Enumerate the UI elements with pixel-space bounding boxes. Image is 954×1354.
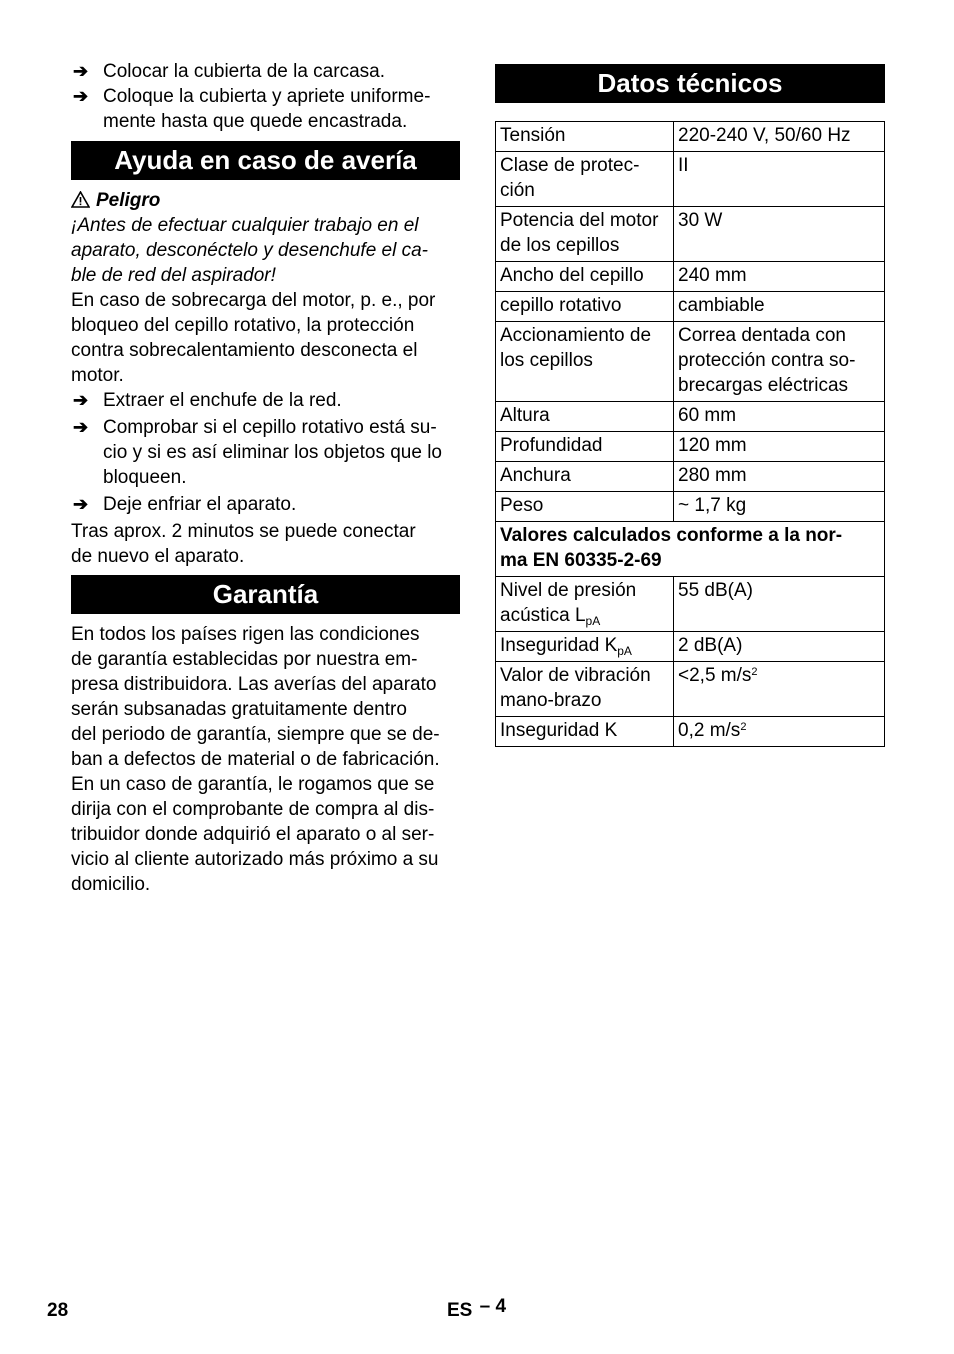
table-row bbox=[496, 717, 885, 747]
spec-value-line: brecargas eléctricas bbox=[678, 375, 849, 396]
spec-value: 220-240 V, 50/60 Hz bbox=[674, 122, 885, 152]
step-text: cio y si es así eliminar los objetos que lo bbox=[103, 442, 442, 463]
table-row bbox=[496, 152, 885, 207]
warning-line: ble de red del aspirador! bbox=[71, 265, 276, 286]
spec-value: cambiable bbox=[674, 292, 885, 322]
arrow-icon: ➔ bbox=[73, 86, 89, 106]
spec-key bbox=[496, 577, 674, 632]
step-text: Comprobar si el cepillo rotativo está su- bbox=[103, 417, 437, 438]
right-column bbox=[495, 64, 885, 747]
spec-key-line: Accionamiento de bbox=[500, 325, 652, 346]
spec-key-line: acústica L bbox=[500, 605, 586, 626]
table-row bbox=[496, 577, 885, 632]
warning-triangle-icon bbox=[71, 191, 90, 208]
table-row bbox=[496, 122, 885, 152]
spec-key-line: Clase de protec- bbox=[500, 155, 640, 176]
warning-line: aparato, desconéctelo y desenchufe el ca- bbox=[71, 240, 429, 261]
arrow-icon: ➔ bbox=[73, 390, 89, 410]
step-text: Deje enfriar el aparato. bbox=[103, 494, 297, 515]
paragraph-line: ban a defectos de material o de fabricación. bbox=[71, 749, 440, 770]
paragraph-line: Tras aprox. 2 minutos se puede conectar bbox=[71, 521, 416, 542]
paragraph-line: de garantía establecidas por nuestra em- bbox=[71, 649, 418, 670]
spec-key: Peso bbox=[496, 492, 674, 522]
step-check-brush bbox=[71, 415, 460, 490]
paragraph-line: del periodo de garantía, siempre que se de- bbox=[71, 724, 440, 745]
spec-value: 280 mm bbox=[674, 462, 885, 492]
warning-line: ¡Antes de efectuar cualquier trabajo en el bbox=[71, 215, 419, 236]
superscript: 2 bbox=[751, 666, 758, 678]
spec-key bbox=[496, 322, 674, 402]
spec-value-line: Correa dentada con bbox=[678, 325, 846, 346]
spec-key: Ancho del cepillo bbox=[496, 262, 674, 292]
warning-text bbox=[71, 213, 460, 288]
step-text: Extraer el enchufe de la red. bbox=[103, 390, 342, 411]
paragraph-line: domicilio. bbox=[71, 874, 151, 895]
paragraph-line: En caso de sobrecarga del motor, p. e., por bbox=[71, 290, 436, 311]
paragraph-line: vicio al cliente autorizado más próximo a su bbox=[71, 849, 439, 870]
spec-value: 120 mm bbox=[674, 432, 885, 462]
section-title-warranty: Garantía bbox=[71, 575, 460, 614]
paragraph-line: En todos los países rigen las condiciones bbox=[71, 624, 420, 645]
spec-key: Altura bbox=[496, 402, 674, 432]
language-code: ES bbox=[447, 1300, 473, 1321]
paragraph-line: motor. bbox=[71, 365, 124, 386]
spec-key: Profundidad bbox=[496, 432, 674, 462]
step-unplug bbox=[71, 388, 460, 413]
step-text: Coloque la cubierta y apriete uniforme- bbox=[103, 86, 431, 107]
spec-key-text: Inseguridad K bbox=[500, 635, 618, 656]
table-row bbox=[496, 462, 885, 492]
spec-key-line: los cepillos bbox=[500, 350, 593, 371]
page-number: 28 bbox=[47, 1300, 69, 1321]
section-title-troubleshooting: Ayuda en caso de avería bbox=[71, 141, 460, 180]
paragraph-line: contra sobrecalentamiento desconecta el bbox=[71, 340, 418, 361]
spec-value bbox=[674, 322, 885, 402]
spec-value: II bbox=[674, 152, 885, 207]
spec-value-line: protección contra so- bbox=[678, 350, 856, 371]
paragraph-line: de nuevo el aparato. bbox=[71, 546, 245, 567]
spec-value: 2 dB(A) bbox=[674, 632, 885, 662]
step-text: Colocar la cubierta de la carcasa. bbox=[103, 61, 385, 82]
table-row bbox=[496, 262, 885, 292]
spec-value: ~ 1,7 kg bbox=[674, 492, 885, 522]
table-row bbox=[496, 432, 885, 462]
table-row bbox=[496, 292, 885, 322]
section-title-technical-data: Datos técnicos bbox=[495, 64, 885, 103]
arrow-icon: ➔ bbox=[73, 61, 89, 81]
spec-value bbox=[674, 717, 885, 747]
section-heading-line: Valores calculados conforme a la nor- bbox=[500, 525, 843, 546]
paragraph-line: presa distribuidora. Las averías del aparato bbox=[71, 674, 437, 695]
sub-page-number: 4 bbox=[495, 1296, 507, 1317]
spec-value: 60 mm bbox=[674, 402, 885, 432]
paragraph-line: serán subsanadas gratuitamente dentro bbox=[71, 699, 407, 720]
spec-key bbox=[496, 207, 674, 262]
table-section-heading bbox=[496, 522, 885, 577]
spec-key bbox=[496, 152, 674, 207]
subscript: pA bbox=[617, 644, 632, 658]
left-column bbox=[71, 59, 460, 897]
warning-label: Peligro bbox=[96, 190, 161, 211]
paragraph-line: bloqueo del cepillo rotativo, la protección bbox=[71, 315, 415, 336]
table-row bbox=[496, 492, 885, 522]
technical-data-table bbox=[495, 121, 885, 747]
table-row bbox=[496, 322, 885, 402]
section-heading-line: ma EN 60335-2-69 bbox=[500, 550, 662, 571]
spec-value: 30 W bbox=[674, 207, 885, 262]
spec-value: 55 dB(A) bbox=[674, 577, 885, 632]
spec-key-line: ción bbox=[500, 180, 535, 201]
spec-key-line: Valor de vibración bbox=[500, 665, 651, 686]
arrow-icon: ➔ bbox=[73, 417, 89, 437]
paragraph-line: tribuidor donde adquirió el aparato o al ser- bbox=[71, 824, 435, 845]
overload-paragraph bbox=[71, 288, 460, 388]
spec-key bbox=[496, 662, 674, 717]
spec-key: Tensión bbox=[496, 122, 674, 152]
table-row bbox=[496, 402, 885, 432]
step-text: mente hasta que quede encastrada. bbox=[103, 111, 408, 132]
step-place-cover bbox=[71, 59, 460, 84]
page-language-code bbox=[447, 1298, 506, 1323]
table-row bbox=[496, 207, 885, 262]
spec-key: cepillo rotativo bbox=[496, 292, 674, 322]
spec-value-text: 0,2 m/s bbox=[678, 720, 741, 741]
step-text: bloqueen. bbox=[103, 467, 187, 488]
table-row bbox=[496, 662, 885, 717]
spec-value: 240 mm bbox=[674, 262, 885, 292]
warranty-paragraph bbox=[71, 622, 460, 897]
table-row bbox=[496, 632, 885, 662]
table-section-row bbox=[496, 522, 885, 577]
superscript: 2 bbox=[740, 721, 747, 733]
spec-key bbox=[496, 632, 674, 662]
spec-key-line: Potencia del motor bbox=[500, 210, 659, 231]
subscript: pA bbox=[585, 614, 601, 628]
spec-key: Inseguridad K bbox=[496, 717, 674, 747]
step-cool-down bbox=[71, 492, 460, 517]
spec-key: Anchura bbox=[496, 462, 674, 492]
reconnect-paragraph bbox=[71, 519, 460, 569]
spec-key-line: mano-brazo bbox=[500, 690, 602, 711]
spec-value bbox=[674, 662, 885, 717]
paragraph-line: dirija con el comprobante de compra al dis- bbox=[71, 799, 435, 820]
step-fit-cover bbox=[71, 84, 460, 134]
spec-key-line: Nivel de presión bbox=[500, 580, 637, 601]
paragraph-line: En un caso de garantía, le rogamos que se bbox=[71, 774, 435, 795]
spec-value-text: <2,5 m/s bbox=[678, 665, 752, 686]
spec-key-line: de los cepillos bbox=[500, 235, 620, 256]
footer-separator: – bbox=[479, 1296, 491, 1317]
warning-heading bbox=[71, 188, 460, 213]
arrow-icon: ➔ bbox=[73, 494, 89, 514]
